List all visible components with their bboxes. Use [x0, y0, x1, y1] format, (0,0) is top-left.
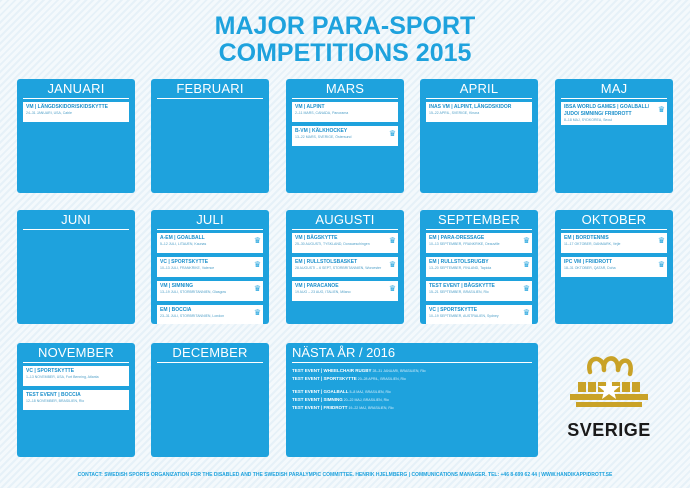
event-detail: 20–28 APRIL, BRASILIEN, Rio — [356, 377, 406, 381]
event-title: IPC VM | FRIIDROTT — [564, 259, 613, 265]
month-name: OKTOBER — [581, 212, 647, 227]
event-detail: 19–22 MAJ, BRASILIEN, Rio — [347, 406, 394, 410]
month-mars — [286, 79, 404, 193]
event-card — [292, 281, 398, 301]
month-september — [420, 210, 538, 324]
event-card — [23, 366, 129, 386]
month-divider — [157, 98, 263, 99]
month-divider — [23, 98, 129, 99]
event-title: IBSA WORLD GAMES | GOALBALL/ — [564, 104, 650, 110]
month-name: JANUARI — [47, 81, 105, 96]
event-detail: 10–13 JULI, FRANKRIKE, Valence — [160, 266, 215, 270]
month-divider — [561, 98, 667, 99]
next-year-row — [286, 396, 538, 404]
event-title: VM | SIMNING — [160, 283, 194, 289]
month-divider — [23, 229, 129, 230]
event-detail: 11–17 OKTOBER, DANMARK, Vejle — [564, 242, 621, 246]
paralympic-sverige-logo — [560, 350, 658, 450]
event-title: VC | SPORTSKYTTE — [429, 307, 478, 313]
crown-icon: ♛ — [522, 284, 530, 293]
event-detail: 28 AUGUSTI – 6 SEPT, STORBRITANNIEN, Worcester — [295, 266, 382, 270]
event-card — [157, 281, 263, 301]
event-card — [292, 257, 398, 277]
event-detail: 13–22 MARS, SVERIGE, Östersund — [295, 135, 352, 139]
event-detail: 20–22 MAJ, BRASILIEN, Rio — [342, 398, 389, 402]
logo-wordmark: SVERIGE — [567, 420, 651, 440]
month-divider — [292, 229, 398, 230]
next-year-heading: NÄSTA ÅR / 2016 — [292, 345, 396, 360]
event-title: VC | SPORTSKYTTE — [160, 259, 209, 265]
event-detail: 15–22 APRIL, SVERIGE, Kiruna — [429, 111, 480, 115]
event-card — [157, 233, 263, 253]
event-detail: 8–18 MAJ, SYDKOREA, Seoul — [564, 118, 613, 122]
event-detail: 10–19 SEPTEMBER, AUSTRALIEN, Sydney — [429, 314, 499, 318]
month-divider — [426, 98, 532, 99]
event-detail: 13–20 SEPTEMBER, FINLAND, Tapiola — [429, 266, 492, 270]
event-title-cont: JUDO/ SIMNING/ FRIIDROTT — [564, 111, 632, 117]
month-name: DECEMBER — [172, 345, 248, 360]
event-detail: 15–21 SEPTEMBER, BRASILIEN, Rio — [429, 290, 489, 294]
next-year-row — [286, 375, 538, 383]
event-title: INAS VM | ALPINT, LÄNGDSKIDOR — [429, 104, 512, 110]
event-title: VM | PARACANOE — [295, 283, 339, 289]
event-card — [426, 257, 532, 277]
month-name: NOVEMBER — [37, 345, 114, 360]
next-year-row — [286, 404, 538, 412]
crown-icon: ♛ — [522, 308, 530, 317]
event-detail: 12–18 NOVEMBER, BRASILIEN, Rio — [26, 399, 85, 403]
event-card — [292, 102, 398, 122]
event-label: TEST EVENT | GOALBALL — [292, 389, 349, 394]
month-januari — [17, 79, 135, 193]
month-name: MAJ — [600, 81, 628, 96]
crown-icon: ♛ — [253, 236, 261, 245]
month-name: AUGUSTI — [315, 212, 375, 227]
event-title: VC | SPORTSKYTTE — [26, 368, 75, 374]
crown-icon: ♛ — [253, 284, 261, 293]
event-card — [426, 281, 532, 301]
event-title: VM | ALPINT — [295, 104, 325, 110]
month-augusti — [286, 210, 404, 324]
contact-footer: CONTACT: SWEDISH SPORTS ORGANIZATION FOR THE DISABLED AND THE SWEDISH PARALYMPIC COMMITTEE. HENRIK HJELMBERG | COMMUNICATIONS MANAGER. TEL: +46 8-699 62 44 | WWW.HANDIKAPPIDROTT.SE — [77, 472, 613, 478]
event-detail: 24–31 JANUARI, USA, Cable — [26, 111, 72, 115]
month-oktober — [555, 210, 673, 324]
event-card — [23, 390, 129, 410]
month-divider — [426, 229, 532, 230]
month-name: JULI — [196, 212, 224, 227]
event-title: B-VM | KÄLKHOCKEY — [295, 128, 348, 134]
event-detail: 18–31 OKTOBER, QATAR, Doha — [564, 266, 616, 270]
month-december — [151, 343, 269, 457]
month-november — [17, 343, 135, 457]
month-divider — [292, 98, 398, 99]
crown-icon: ♛ — [388, 236, 396, 245]
next-year-row — [286, 388, 538, 396]
paralympic-emblem-icon — [560, 350, 658, 420]
crown-icon: ♛ — [657, 105, 665, 114]
event-card — [292, 126, 398, 146]
crown-icon: ♛ — [388, 260, 396, 269]
next-year-panel — [286, 343, 538, 457]
crown-icon: ♛ — [522, 260, 530, 269]
month-divider — [23, 362, 129, 363]
page-title-line1: MAJOR PARA-SPORT — [214, 12, 476, 40]
event-card — [561, 257, 667, 277]
event-card — [157, 305, 263, 324]
page-title-line2: COMPETITIONS 2015 — [218, 39, 472, 67]
event-title: VM | BÅGSKYTTE — [295, 235, 338, 241]
event-detail: 25–30 AUGUSTI, TYSKLAND, Donaueschingen — [295, 242, 370, 246]
month-divider — [561, 229, 667, 230]
event-card — [561, 102, 667, 125]
event-detail: 1–13 NOVEMBER, USA, Fort Benning, Atlanta — [26, 375, 99, 379]
next-year-row — [286, 367, 538, 375]
event-label: TEST EVENT | SPORTSKYTTE — [292, 376, 357, 381]
event-card — [23, 102, 129, 122]
month-divider — [157, 362, 263, 363]
month-juli — [151, 210, 269, 324]
event-card — [426, 233, 532, 253]
event-title: TEST EVENT | BOCCIA — [26, 392, 81, 398]
month-juni — [17, 210, 135, 324]
event-label: TEST EVENT | SIMNING — [292, 397, 343, 402]
event-label: TEST EVENT | WHEELCHAIR RUGBY — [292, 368, 372, 373]
crown-icon: ♛ — [253, 260, 261, 269]
month-name: JUNI — [61, 212, 91, 227]
event-card — [426, 305, 532, 324]
event-card — [561, 233, 667, 253]
event-detail: 13–19 JULI, STORBRITANNIEN, Glasgow — [160, 290, 227, 294]
crown-icon: ♛ — [253, 308, 261, 317]
month-name: APRIL — [459, 81, 499, 96]
event-detail: 19 AUG – 23 AUG, ITALIEN, Milano — [295, 290, 351, 294]
event-card — [426, 102, 532, 122]
event-title: EM | PARA-DRESSAGE — [429, 235, 485, 241]
event-detail: 2–11 MARS, CANADA, Panorama — [295, 111, 349, 115]
event-detail: 10–13 SEPTEMBER, FRANKRIKE, Deauville — [429, 242, 500, 246]
month-name: MARS — [325, 81, 365, 96]
event-detail: 5–12 JULI, LITAUEN, Kaunas — [160, 242, 207, 246]
event-detail: 23–31 JULI, STORBRITANNIEN, London — [160, 314, 225, 318]
next-year-list — [286, 367, 538, 412]
event-label: TEST EVENT | FRIIDROTT — [292, 405, 348, 410]
next-year-divider — [292, 362, 532, 363]
month-divider — [157, 229, 263, 230]
month-name: FEBRUARI — [176, 81, 244, 96]
event-detail: 28–31 JANUARI, BRASILIEN, Rio — [371, 369, 426, 373]
month-april — [420, 79, 538, 193]
crown-icon: ♛ — [388, 284, 396, 293]
event-detail: 5–8 MAJ, BRASILIEN, Rio — [348, 390, 391, 394]
event-card — [157, 257, 263, 277]
crown-icon: ♛ — [522, 236, 530, 245]
crown-icon: ♛ — [657, 236, 665, 245]
event-title: EM | BORDTENNIS — [564, 235, 609, 241]
month-maj — [555, 79, 673, 193]
month-februari — [151, 79, 269, 193]
event-title: EM | BOCCIA — [160, 307, 192, 313]
event-card — [292, 233, 398, 253]
event-title: EM | RULLSTOLSRUGBY — [429, 259, 489, 265]
month-name: SEPTEMBER — [438, 212, 520, 227]
event-title: VM | LÄNGDSKIDOR/SKIDSKYTTE — [26, 104, 108, 110]
crown-icon: ♛ — [657, 260, 665, 269]
crown-icon: ♛ — [388, 129, 396, 138]
event-title: A-EM | GOALBALL — [160, 235, 205, 241]
event-title: EM | RULLSTOLSBASKET — [295, 259, 358, 265]
event-title: TEST EVENT | BÅGSKYTTE — [429, 283, 495, 289]
